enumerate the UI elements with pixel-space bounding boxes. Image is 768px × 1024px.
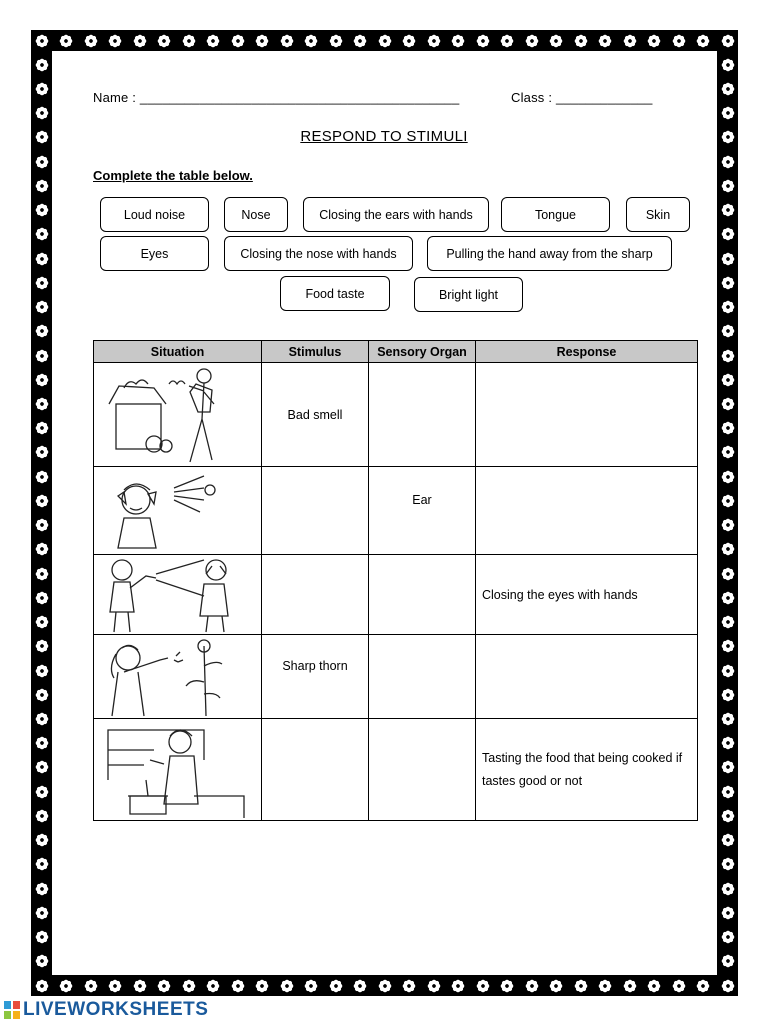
header-sensory-organ: Sensory Organ (369, 341, 476, 363)
border-flower-icon (133, 34, 147, 48)
border-flower-icon (35, 373, 49, 387)
border-flower-icon (35, 470, 49, 484)
border-flower-icon (35, 882, 49, 896)
border-flower-icon (672, 979, 686, 993)
situation-image-loud-noise (94, 467, 262, 555)
organ-cell[interactable]: Ear (369, 467, 476, 555)
border-flower-icon (500, 979, 514, 993)
border-flower-icon (721, 203, 735, 217)
border-flower-icon (35, 494, 49, 508)
border-flower-icon (35, 276, 49, 290)
organ-cell[interactable] (369, 555, 476, 635)
organ-cell[interactable] (369, 635, 476, 719)
border-flower-icon (525, 34, 539, 48)
border-flower-icon (721, 857, 735, 871)
border-flower-icon (721, 930, 735, 944)
border-flower-icon (59, 979, 73, 993)
border-flower-icon (35, 518, 49, 532)
border-flower-icon (721, 809, 735, 823)
border-flower-icon (35, 979, 49, 993)
border-flower-icon (598, 34, 612, 48)
border-flower-icon (182, 979, 196, 993)
border-flower-icon (108, 979, 122, 993)
border-flower-icon (721, 688, 735, 702)
border-flower-icon (721, 300, 735, 314)
stimulus-cell[interactable]: Bad smell (262, 363, 369, 467)
border-flower-icon (721, 785, 735, 799)
word-chip-closing-nose[interactable]: Closing the nose with hands (224, 236, 413, 271)
border-flower-icon (35, 227, 49, 241)
stimuli-table (93, 340, 698, 821)
border-flower-icon (402, 979, 416, 993)
border-flower-icon (476, 34, 490, 48)
border-flower-icon (721, 349, 735, 363)
border-flower-icon (378, 979, 392, 993)
border-flower-icon (35, 34, 49, 48)
border-flower-icon (35, 809, 49, 823)
border-flower-icon (35, 785, 49, 799)
worksheet-title: RESPOND TO STIMULI (300, 128, 468, 145)
response-cell[interactable] (476, 467, 698, 555)
word-chip-nose[interactable]: Nose (224, 197, 288, 232)
border-flower-icon (721, 567, 735, 581)
header-situation: Situation (94, 341, 262, 363)
border-flower-icon (231, 34, 245, 48)
border-flower-icon (84, 34, 98, 48)
border-flower-icon (35, 664, 49, 678)
border-flower-icon (84, 979, 98, 993)
border-flower-icon (721, 445, 735, 459)
header-response: Response (476, 341, 698, 363)
border-flower-icon (525, 979, 539, 993)
liveworksheets-logo (4, 999, 208, 1021)
border-flower-icon (35, 954, 49, 968)
table-row (94, 467, 698, 555)
border-flower-icon (35, 155, 49, 169)
table-row (94, 363, 698, 467)
border-flower-icon (157, 979, 171, 993)
response-cell[interactable]: Closing the eyes with hands (476, 555, 698, 635)
situation-image-bad-smell (94, 363, 262, 467)
border-flower-icon (35, 397, 49, 411)
situation-image-sharp-thorn (94, 635, 262, 719)
border-flower-icon (549, 34, 563, 48)
border-flower-icon (157, 34, 171, 48)
border-flower-icon (647, 979, 661, 993)
border-flower-icon (206, 979, 220, 993)
border-flower-icon (35, 567, 49, 581)
border-flower-icon (35, 300, 49, 314)
border-flower-icon (721, 518, 735, 532)
border-flower-icon (35, 857, 49, 871)
word-chip-bright-light[interactable]: Bright light (414, 277, 523, 312)
situation-image-food-taste (94, 719, 262, 821)
border-flower-icon (35, 906, 49, 920)
border-flower-icon (35, 324, 49, 338)
word-chip-skin[interactable]: Skin (626, 197, 690, 232)
border-flower-icon (672, 34, 686, 48)
organ-cell[interactable] (369, 363, 476, 467)
border-flower-icon (721, 639, 735, 653)
border-flower-icon (721, 712, 735, 726)
word-chip-closing-ears[interactable]: Closing the ears with hands (303, 197, 489, 232)
border-flower-icon (35, 591, 49, 605)
border-flower-icon (35, 833, 49, 847)
border-flower-icon (304, 979, 318, 993)
border-flower-icon (402, 34, 416, 48)
word-chip-loud-noise[interactable]: Loud noise (100, 197, 209, 232)
border-flower-icon (35, 760, 49, 774)
table-header-row (94, 341, 698, 363)
border-flower-icon (721, 82, 735, 96)
border-flower-icon (647, 34, 661, 48)
word-chip-eyes[interactable]: Eyes (100, 236, 209, 271)
border-flower-icon (721, 58, 735, 72)
border-flower-icon (35, 349, 49, 363)
word-chip-food-taste[interactable]: Food taste (280, 276, 390, 311)
logo-icon (4, 1001, 20, 1019)
border-flower-icon (696, 979, 710, 993)
border-flower-icon (59, 34, 73, 48)
border-flower-icon (500, 34, 514, 48)
border-flower-icon (329, 34, 343, 48)
border-flower-icon (35, 639, 49, 653)
border-flower-icon (353, 34, 367, 48)
border-flower-icon (721, 494, 735, 508)
border-flower-icon (35, 712, 49, 726)
border-flower-icon (35, 421, 49, 435)
border-flower-icon (721, 373, 735, 387)
border-flower-icon (721, 591, 735, 605)
border-flower-icon (255, 979, 269, 993)
border-flower-icon (378, 34, 392, 48)
border-flower-icon (108, 34, 122, 48)
border-flower-icon (280, 979, 294, 993)
border-flower-icon (35, 106, 49, 120)
response-cell[interactable]: Tasting the food that being cooked if tastes good or not (476, 719, 698, 821)
border-flower-icon (549, 979, 563, 993)
border-flower-icon (182, 34, 196, 48)
border-flower-icon (280, 34, 294, 48)
border-flower-icon (574, 979, 588, 993)
response-cell[interactable] (476, 635, 698, 719)
border-flower-icon (721, 179, 735, 193)
border-flower-icon (721, 979, 735, 993)
border-flower-icon (329, 979, 343, 993)
border-flower-icon (721, 397, 735, 411)
stimulus-cell[interactable] (262, 719, 369, 821)
border-flower-icon (35, 615, 49, 629)
border-flower-icon (35, 179, 49, 193)
border-flower-icon (206, 34, 220, 48)
word-chip-tongue[interactable]: Tongue (501, 197, 610, 232)
border-flower-icon (35, 930, 49, 944)
response-cell[interactable] (476, 363, 698, 467)
border-flower-icon (598, 979, 612, 993)
stimulus-cell[interactable] (262, 467, 369, 555)
border-flower-icon (574, 34, 588, 48)
table-row (94, 719, 698, 821)
border-flower-icon (35, 203, 49, 217)
border-flower-icon (427, 34, 441, 48)
border-flower-icon (451, 34, 465, 48)
border-flower-icon (304, 34, 318, 48)
border-flower-icon (721, 252, 735, 266)
organ-cell[interactable] (369, 719, 476, 821)
border-flower-icon (35, 82, 49, 96)
border-flower-icon (623, 979, 637, 993)
stimulus-cell[interactable] (262, 555, 369, 635)
name-field[interactable]: Name : ___________________________________________ (93, 90, 460, 105)
border-flower-icon (721, 882, 735, 896)
border-flower-icon (721, 542, 735, 556)
border-flower-icon (35, 445, 49, 459)
header-stimulus: Stimulus (262, 341, 369, 363)
border-flower-icon (721, 760, 735, 774)
border-flower-icon (721, 106, 735, 120)
border-flower-icon (721, 736, 735, 750)
border-flower-icon (721, 833, 735, 847)
border-flower-icon (35, 542, 49, 556)
border-flower-icon (476, 979, 490, 993)
border-flower-icon (721, 227, 735, 241)
stimulus-cell[interactable]: Sharp thorn (262, 635, 369, 719)
border-flower-icon (623, 34, 637, 48)
brand-name: LIVEWORKSHEETS (23, 999, 209, 1020)
border-flower-icon (721, 276, 735, 290)
table-row (94, 555, 698, 635)
border-flower-icon (133, 979, 147, 993)
border-flower-icon (721, 155, 735, 169)
border-flower-icon (721, 954, 735, 968)
word-chip-pulling-hand[interactable]: Pulling the hand away from the sharp (427, 236, 672, 271)
border-flower-icon (721, 324, 735, 338)
border-flower-icon (231, 979, 245, 993)
border-flower-icon (721, 34, 735, 48)
border-flower-icon (721, 615, 735, 629)
border-flower-icon (35, 736, 49, 750)
border-flower-icon (721, 470, 735, 484)
border-flower-icon (696, 34, 710, 48)
situation-image-bright-light (94, 555, 262, 635)
border-flower-icon (353, 979, 367, 993)
border-flower-icon (427, 979, 441, 993)
border-flower-icon (721, 421, 735, 435)
border-flower-icon (721, 906, 735, 920)
border-flower-icon (255, 34, 269, 48)
border-flower-icon (35, 58, 49, 72)
border-flower-icon (35, 688, 49, 702)
border-flower-icon (721, 664, 735, 678)
instruction-text: Complete the table below. (93, 168, 253, 183)
border-flower-icon (451, 979, 465, 993)
border-flower-icon (35, 252, 49, 266)
class-field[interactable]: Class : _____________ (511, 90, 653, 105)
table-row (94, 635, 698, 719)
